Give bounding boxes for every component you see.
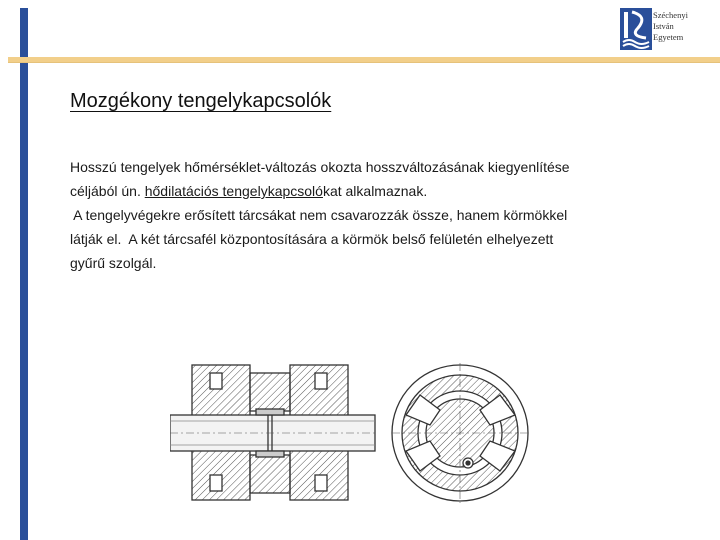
slide-body [70,155,690,275]
logo-line-3: Egyetem [653,32,684,42]
paragraph-2-line-1: A tengelyvégekre erősített tárcsákat nem csavarozzák össze, hanem körmökkel [70,207,568,223]
coupling-drawing [170,355,530,510]
university-logo [620,8,720,54]
paragraph-1-line-2-pre: céljából ún. [70,183,145,199]
paragraph-1-line-2-post: kat alkalmaznak. [322,183,428,199]
slide-title: Mozgékony tengelykapcsolók [70,90,332,112]
logo-text [653,10,688,43]
paragraph-2-line-3: gyűrű szolgál. [70,255,157,271]
coupling-front-view [392,363,528,503]
logo-line-1: Széchenyi [653,10,688,20]
paragraph-2-line-2: látják el. A két tárcsafél központosítására a körmök belső felületén elhelyezett [70,231,554,247]
logo-line-2: István [653,21,674,31]
paragraph-1-line-2 [70,179,690,203]
coupling-section-view [170,365,375,500]
header-rule-shadow [8,62,720,63]
accent-bar [20,8,28,540]
term-highlight: hődilatációs tengelykapcsoló [144,183,323,199]
logo-mark-icon [620,8,652,50]
paragraph-1-line-1: Hosszú tengelyek hőmérséklet-változás okozta hosszváltozásának kiegyenlítése [70,159,570,175]
